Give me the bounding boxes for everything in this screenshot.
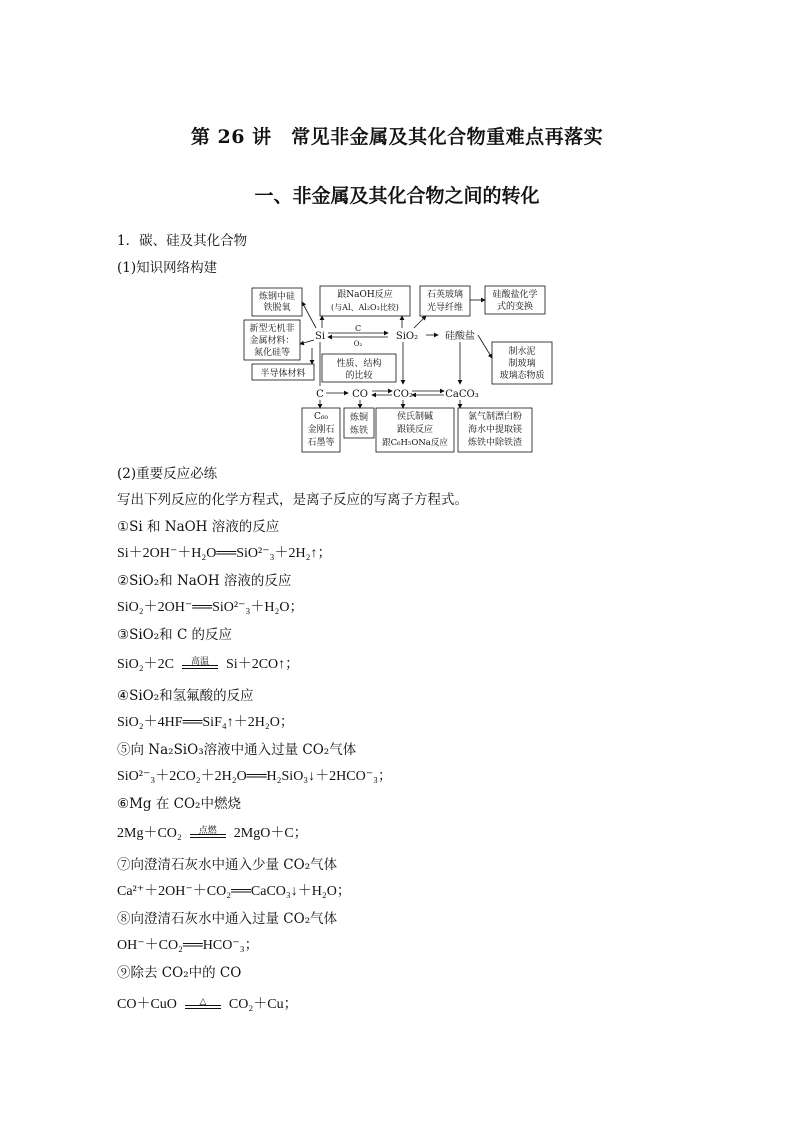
reaction-6-title: ⑥Mg 在 CO₂中燃烧 xyxy=(117,796,241,812)
reaction-6-equation: 2Mg＋CO₂ 点燃 2MgO＋C； xyxy=(117,825,308,842)
reaction-8-equation: OH⁻＋CO₂══HCO⁻₃； xyxy=(117,938,259,953)
svg-text:制水泥: 制水泥 xyxy=(508,347,536,357)
svg-text:氯气制漂白粉: 氯气制漂白粉 xyxy=(467,412,523,422)
svg-text:性质、结构: 性质、结构 xyxy=(336,359,382,369)
condition-mark: △ xyxy=(183,996,223,1014)
svg-text:C: C xyxy=(354,324,362,333)
reaction-5-equation: SiO²⁻₃＋2CO₂＋2H₂O══H₂SiO₃↓＋2HCO⁻₃； xyxy=(117,769,393,784)
reaction-9-title: ⑨除去 CO₂中的 CO xyxy=(117,965,242,981)
svg-text:石英玻璃: 石英玻璃 xyxy=(426,290,464,300)
condition-mark: 点燃 xyxy=(188,825,228,843)
svg-text:炼钢中硅: 炼钢中硅 xyxy=(258,292,296,302)
svg-text:海水中提取镁: 海水中提取镁 xyxy=(467,425,523,435)
reaction-3-title: ③SiO₂和 C 的反应 xyxy=(117,627,233,643)
svg-text:Si: Si xyxy=(314,331,326,342)
svg-text:炼铁: 炼铁 xyxy=(349,426,369,436)
page-title: 第 26 讲 常见非金属及其化合物重难点再落实 xyxy=(190,126,604,148)
part1-heading: (1)知识网络构建 xyxy=(117,260,218,276)
svg-text:制玻璃: 制玻璃 xyxy=(508,359,536,369)
svg-text:硅酸盐: 硅酸盐 xyxy=(445,331,475,342)
part2-heading: (2)重要反应必练 xyxy=(117,466,218,482)
condition-mark: 高温 xyxy=(180,656,220,674)
reaction-9-equation: CO＋CuO △ CO₂＋Cu； xyxy=(117,996,298,1013)
svg-text:新型无机非: 新型无机非 xyxy=(249,324,295,334)
reaction-8-title: ⑧向澄清石灰水中通入过量 CO₂气体 xyxy=(117,911,338,927)
svg-text:炼铁中除铁渣: 炼铁中除铁渣 xyxy=(467,438,523,448)
svg-text:金属材料：: 金属材料： xyxy=(249,336,295,346)
svg-text:式的变换: 式的变换 xyxy=(496,302,534,312)
svg-text:O₂: O₂ xyxy=(353,340,363,348)
section-title: 一、非金属及其化合物之间的转化 xyxy=(254,185,540,207)
svg-text:硅酸盐化学: 硅酸盐化学 xyxy=(492,290,538,300)
instruction-text: 写出下列反应的化学方程式，是离子反应的写离子方程式。 xyxy=(117,492,468,508)
svg-text:跟镁反应: 跟镁反应 xyxy=(396,425,434,435)
svg-text:C: C xyxy=(316,389,324,400)
svg-text:铁脱氧: 铁脱氧 xyxy=(263,303,291,313)
knowledge-network-diagram xyxy=(240,282,560,458)
reaction-4-title: ④SiO₂和氢氟酸的反应 xyxy=(117,688,254,704)
subsection-heading: 1．碳、硅及其化合物 xyxy=(117,233,248,249)
svg-text:玻璃态物质: 玻璃态物质 xyxy=(499,371,545,381)
svg-text:的比较: 的比较 xyxy=(345,371,373,381)
reaction-4-equation: SiO₂＋4HF══SiF₄↑＋2H₂O； xyxy=(117,715,294,730)
svg-text:跟C₆H₅ONa反应: 跟C₆H₅ONa反应 xyxy=(382,438,448,448)
reaction-2-equation: SiO₂＋2OH⁻══SiO²⁻₃＋H₂O； xyxy=(117,600,304,615)
svg-text:侯氏制碱: 侯氏制碱 xyxy=(396,412,434,422)
svg-text:光导纤维: 光导纤维 xyxy=(426,303,464,313)
svg-text:炼铜: 炼铜 xyxy=(349,413,369,423)
reaction-1-title: ①Si 和 NaOH 溶液的反应 xyxy=(117,519,280,535)
svg-text:CO₂: CO₂ xyxy=(393,389,413,400)
svg-text:金刚石: 金刚石 xyxy=(307,425,335,435)
svg-text:(与Al、Al₂O₃比较): (与Al、Al₂O₃比较) xyxy=(331,303,399,312)
reaction-1-equation: Si＋2OH⁻＋H₂O══SiO²⁻₃＋2H₂↑； xyxy=(117,546,332,561)
reaction-7-equation: Ca²⁺＋2OH⁻＋CO₂══CaCO₃↓＋H₂O； xyxy=(117,884,351,899)
svg-text:石墨等: 石墨等 xyxy=(307,438,335,448)
svg-text:CaCO₃: CaCO₃ xyxy=(445,389,479,400)
svg-text:CO: CO xyxy=(352,389,368,400)
svg-text:氮化硅等: 氮化硅等 xyxy=(253,348,291,358)
svg-text:半导体材料: 半导体材料 xyxy=(260,369,306,379)
svg-text:跟NaOH反应: 跟NaOH反应 xyxy=(337,290,393,300)
reaction-3-equation: SiO₂＋2C 高温 Si＋2CO↑； xyxy=(117,656,300,673)
svg-text:SiO₂: SiO₂ xyxy=(395,331,419,342)
reaction-7-title: ⑦向澄清石灰水中通入少量 CO₂气体 xyxy=(117,857,338,873)
svg-text:C₆₀: C₆₀ xyxy=(313,412,329,422)
reaction-5-title: ⑤向 Na₂SiO₃溶液中通入过量 CO₂气体 xyxy=(117,742,357,758)
reaction-2-title: ②SiO₂和 NaOH 溶液的反应 xyxy=(117,573,292,589)
